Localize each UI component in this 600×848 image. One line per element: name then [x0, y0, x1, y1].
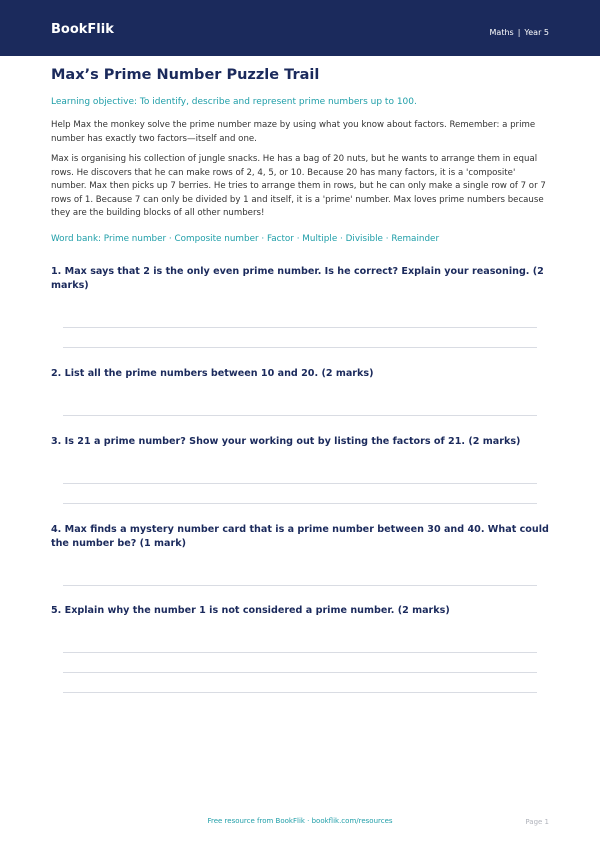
subject-label: Maths — [489, 28, 514, 37]
question-5: 5. Explain why the number 1 is not considered a prime number. (2 marks) — [51, 605, 450, 616]
answer-line[interactable] — [63, 503, 537, 504]
answer-line[interactable] — [63, 652, 537, 653]
intro-paragraph: Help Max the monkey solve the prime number maze by using what you know about factors. Remember: a prime number has exactly two factors—itself and one. — [51, 120, 536, 144]
learning-objective: Learning objective: To identify, describe and represent prime numbers up to 100. — [51, 97, 417, 107]
answer-line[interactable] — [63, 415, 537, 416]
year-label: Year 5 — [524, 28, 549, 37]
question-2: 2. List all the prime numbers between 10 and 20. (2 marks) — [51, 368, 374, 379]
story-paragraph: Max is organising his collection of jungle snacks. He has a bag of 20 nuts, but he wants to arrange them in equal rows. He discovers that he can make rows of 2, 4, 5, or 10. Because 20 has many factors, it is a 'composite' number. Max then picks up 7 berries. He tries to arrange them in rows, but he can only make a single row of 7 or 7 rows of 1. Because 7 can only be divided by 1 and itself, it is a 'prime' number. Max loves prime numbers because they are the building blocks of all other numbers! — [51, 154, 546, 219]
question-4: 4. Max finds a mystery number card that is a prime number between 30 and 40. What could the number be? (1 mark) — [51, 524, 549, 549]
word-bank: Word bank: Prime number · Composite number · Factor · Multiple · Divisible · Remainder — [51, 234, 440, 244]
header-meta — [490, 28, 549, 38]
page-number: Page 1 — [525, 818, 549, 826]
worksheet-title: Max’s Prime Number Puzzle Trail — [51, 67, 320, 83]
footer-link[interactable]: Free resource from BookFlik · bookflik.com/resources — [207, 817, 393, 825]
question-1: 1. Max says that 2 is the only even prime number. Is he correct? Explain your reasoning. (2 marks) — [51, 266, 544, 291]
header-bar — [0, 0, 600, 56]
answer-line[interactable] — [63, 483, 537, 484]
answer-line[interactable] — [63, 672, 537, 673]
meta-separator: | — [517, 28, 521, 37]
answer-line[interactable] — [63, 692, 537, 693]
brand-logo[interactable]: BookFlik — [51, 22, 114, 37]
answer-line[interactable] — [63, 347, 537, 348]
question-3: 3. Is 21 a prime number? Show your working out by listing the factors of 21. (2 marks) — [51, 436, 521, 447]
answer-line[interactable] — [63, 585, 537, 586]
answer-line[interactable] — [63, 327, 537, 328]
